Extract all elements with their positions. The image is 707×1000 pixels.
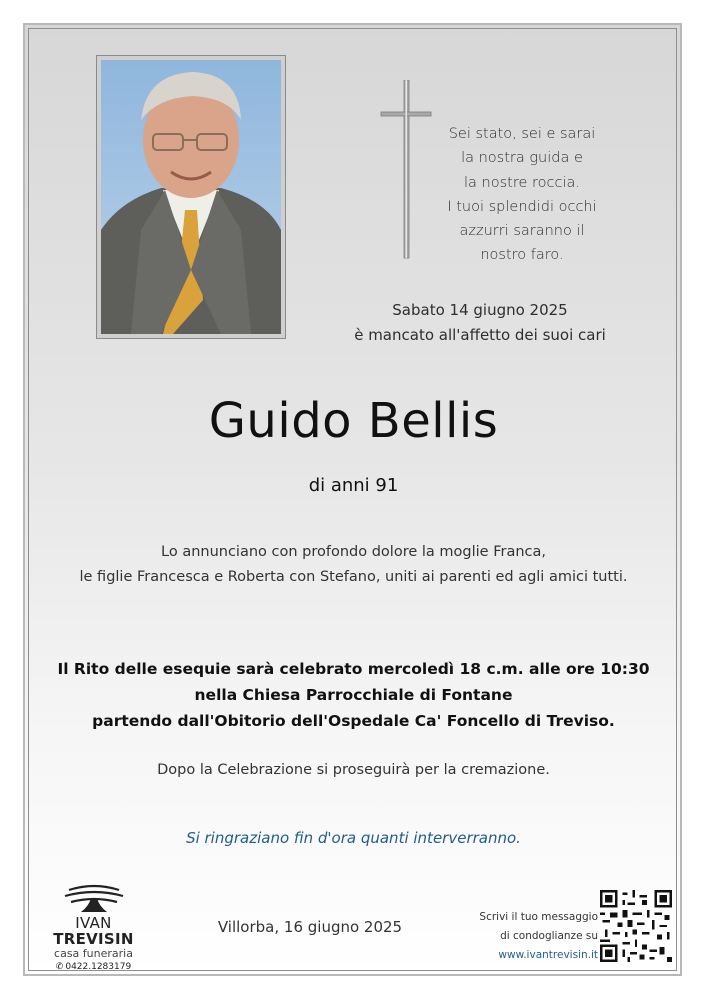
cross-icon bbox=[378, 80, 434, 260]
announcement bbox=[0, 540, 707, 590]
quote-line: nostro faro. bbox=[480, 247, 564, 264]
funeral-details bbox=[0, 656, 707, 734]
quote-line: la nostre roccia. bbox=[464, 174, 580, 191]
logo-phone bbox=[36, 960, 151, 974]
quote-line: Sei stato, sei e sarai bbox=[448, 126, 596, 142]
quote-line: I tuoi splendidi occhi bbox=[447, 198, 597, 215]
portrait-photo bbox=[101, 60, 281, 334]
thanks-note: Si ringraziano fin d'ora quanti interverranno. bbox=[186, 829, 521, 847]
funeral-home-logo bbox=[36, 884, 151, 972]
funeral-line: partendo dall'Obitorio dell'Ospedale Ca' Foncello di Treviso. bbox=[92, 712, 615, 730]
phone-icon: ✆ bbox=[55, 962, 64, 972]
memorial-quote bbox=[442, 122, 602, 268]
cremation-note: Dopo la Celebrazione si proseguirà per la cremazione. bbox=[157, 762, 550, 778]
funeral-line: nella Chiesa Parrocchiale di Fontane bbox=[194, 686, 513, 704]
logo-last: TREVISIN bbox=[53, 930, 134, 948]
quote-line: la nostra guida e bbox=[461, 150, 583, 167]
condolence-line: Scrivi il tuo messaggio bbox=[479, 911, 598, 923]
quote-line: azzurri saranno il bbox=[459, 223, 585, 240]
place-date: Villorba, 16 giugno 2025 bbox=[217, 918, 403, 936]
death-date: Sabato 14 giugno 2025 bbox=[392, 301, 568, 319]
announcement-line: Lo annunciano con profondo dolore la moglie Franca, bbox=[161, 544, 546, 560]
condolence-info bbox=[470, 908, 598, 965]
deceased-age: di anni 91 bbox=[308, 475, 399, 496]
death-text: è mancato all'affetto dei suoi cari bbox=[354, 326, 606, 344]
death-notice bbox=[330, 298, 630, 348]
qr-code-icon[interactable] bbox=[600, 890, 672, 962]
logo-name bbox=[36, 915, 151, 947]
phone-number: 0422.1283179 bbox=[65, 962, 132, 972]
tree-icon bbox=[61, 884, 127, 914]
logo-first: IVAN bbox=[75, 914, 112, 932]
funeral-line: Il Rito delle esequie sarà celebrato mercoledì 18 c.m. alle ore 10:30 bbox=[57, 660, 650, 678]
deceased-name: Guido Bellis bbox=[208, 393, 499, 449]
portrait-frame bbox=[96, 55, 286, 339]
condolence-line: di condoglianze su bbox=[500, 930, 598, 942]
logo-subtitle: casa funeraria bbox=[54, 947, 133, 960]
website-link[interactable]: www.ivantrevisin.it bbox=[498, 949, 598, 961]
announcement-line: le figlie Francesca e Roberta con Stefano, uniti ai parenti ed agli amici tutti. bbox=[79, 569, 628, 585]
